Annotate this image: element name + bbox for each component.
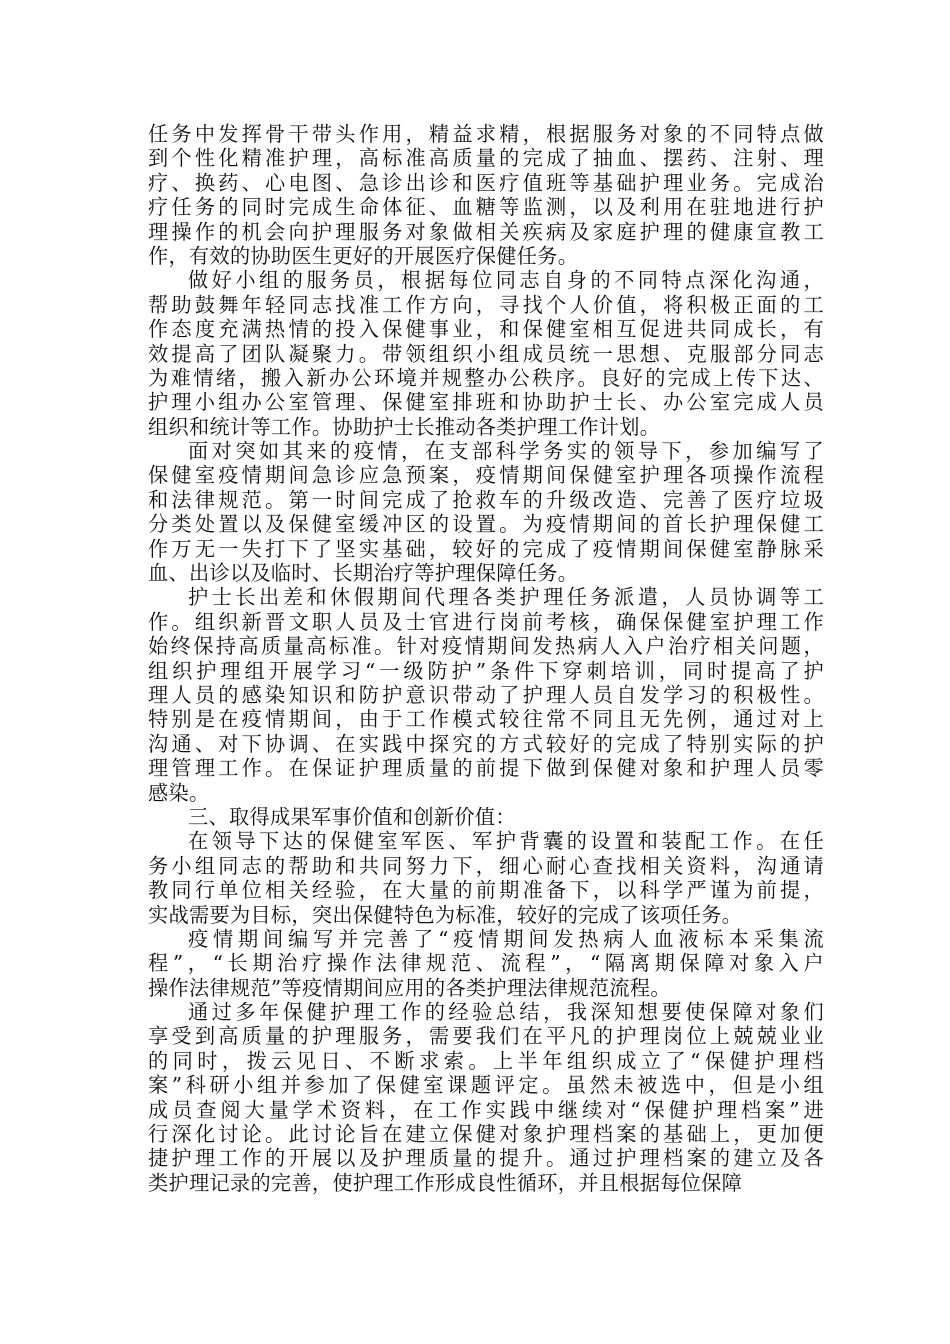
text-line: 护理小组办公室管理、保健室排班和协助护士长、办公室完成人员: [148, 390, 824, 415]
text-line: 理人员的感染知识和防护意识带动了护理人员自发学习的积极性。: [148, 682, 824, 707]
text-line: 通过多年保健护理工作的经验总结，我深知想要使保障对象们: [188, 1000, 824, 1025]
paragraph: [148, 829, 824, 927]
text-line: 作，有效的协助医生更好的开展医疗保健任务。: [148, 243, 579, 268]
text-line: 疫情期间编写并完善了“疫情期间发热病人血液标本采集流: [188, 926, 824, 951]
text-line: 疗、换药、心电图、急诊出诊和医疗值班等基础护理业务。完成治: [148, 170, 824, 195]
text-line: 和法律规范。第一时间完成了抢救车的升级改造、完善了医疗垃圾: [148, 487, 824, 512]
text-line: 疗任务的同时完成生命体征、血糖等监测，以及利用在驻地进行护: [148, 195, 824, 220]
text-line: 护士长出差和休假期间代理各类护理任务派遣，人员协调等工: [188, 585, 824, 610]
document-body: [148, 122, 824, 1195]
text-line: 理管理工作。在保证护理质量的前提下做到保健对象和护理人员零: [148, 756, 824, 781]
text-line: 分类处置以及保健室缓冲区的设置。为疫情期间的首长护理保健工: [148, 512, 824, 537]
text-line: 感染。: [148, 780, 210, 805]
text-line: 捷护理工作的开展以及护理质量的提升。通过护理档案的建立及各: [148, 1146, 824, 1171]
text-line: 理操作的机会向护理服务对象做相关疾病及家庭护理的健康宣教工: [148, 219, 824, 244]
text-line: 教同行单位相关经验，在大量的前期准备下，以科学严谨为前提，: [148, 878, 824, 903]
paragraph: [148, 585, 824, 805]
text-line: 面对突如其来的疫情，在支部科学务实的领导下，参加编写了: [188, 439, 824, 464]
text-line: 实战需要为目标，突出保健特色为标准，较好的完成了该项任务。: [148, 902, 743, 927]
text-line: 程”，“长期治疗操作法律规范、流程”，“隔离期保障对象入户: [148, 951, 824, 976]
paragraph: [148, 1000, 824, 1195]
text-line: 组织护理组开展学习“一级防护”条件下穿刺培训，同时提高了护: [148, 658, 824, 683]
paragraph: [148, 439, 824, 585]
text-line: 做好小组的服务员，根据每位同志自身的不同特点深化沟通，: [188, 268, 824, 293]
text-line: 保健室疫情期间急诊应急预案，疫情期间保健室护理各项操作流程: [148, 463, 824, 488]
text-line: 组织和统计等工作。协助护士长推动各类护理工作计划。: [148, 414, 661, 439]
paragraph: [148, 122, 824, 268]
text-line: 类护理记录的完善，使护理工作形成良性循环，并且根据每位保障: [148, 1170, 743, 1195]
text-line: 的同时，拨云见日、不断求索。上半年组织成立了“保健护理档: [148, 1048, 824, 1073]
text-line: 行深化讨论。此讨论旨在建立保健对象护理档案的基础上，更加便: [148, 1122, 824, 1147]
paragraph: [148, 268, 824, 439]
text-line: 操作法律规范”等疫情期间应用的各类护理法律规范流程。: [148, 975, 671, 1000]
text-line: 帮助鼓舞年轻同志找准工作方向，寻找个人价值，将积极正面的工: [148, 292, 824, 317]
text-line: 为难情绪，搬入新办公环境并规整办公秩序。良好的完成上传下达、: [148, 365, 824, 390]
text-line: 作。组织新晋文职人员及士官进行岗前考核，确保保健室护理工作: [148, 609, 824, 634]
text-line: 成员查阅大量学术资料，在工作实践中继续对“保健护理档案”进: [148, 1097, 824, 1122]
text-line: 沟通、对下协调、在实践中探究的方式较好的完成了特别实际的护: [148, 731, 824, 756]
text-line: 任务中发挥骨干带头作用，精益求精，根据服务对象的不同特点做: [148, 122, 824, 146]
text-line: 在领导下达的保健室军医、军护背囊的设置和装配工作。在任: [188, 829, 824, 854]
text-line: 始终保持高质量高标准。针对疫情期间发热病人入户治疗相关问题，: [148, 634, 824, 659]
text-line: 作态度充满热情的投入保健事业，和保健室相互促进共同成长，有: [148, 317, 824, 342]
paragraph: [148, 927, 824, 1000]
text-line: 血、出诊以及临时、长期治疗等护理保障任务。: [148, 561, 579, 586]
text-line: 作万无一失打下了坚实基础，较好的完成了疫情期间保健室静脉采: [148, 536, 824, 561]
text-line: 效提高了团队凝聚力。带领组织小组成员统一思想、克服部分同志: [148, 341, 824, 366]
text-line: 务小组同志的帮助和共同努力下，细心耐心查找相关资料，沟通请: [148, 853, 824, 878]
text-line: 特别是在疫情期间，由于工作模式较往常不同且无先例，通过对上: [148, 707, 824, 732]
text-line: 到个性化精准护理，高标准高质量的完成了抽血、摆药、注射、理: [148, 146, 824, 171]
text-line: 享受到高质量的护理服务，需要我们在平凡的护理岗位上兢兢业业: [148, 1024, 824, 1049]
text-line: 案”科研小组并参加了保健室课题评定。虽然未被选中，但是小组: [148, 1073, 824, 1098]
paragraph: [148, 805, 824, 829]
text-line: 三、取得成果军事价值和创新价值：: [188, 804, 516, 829]
